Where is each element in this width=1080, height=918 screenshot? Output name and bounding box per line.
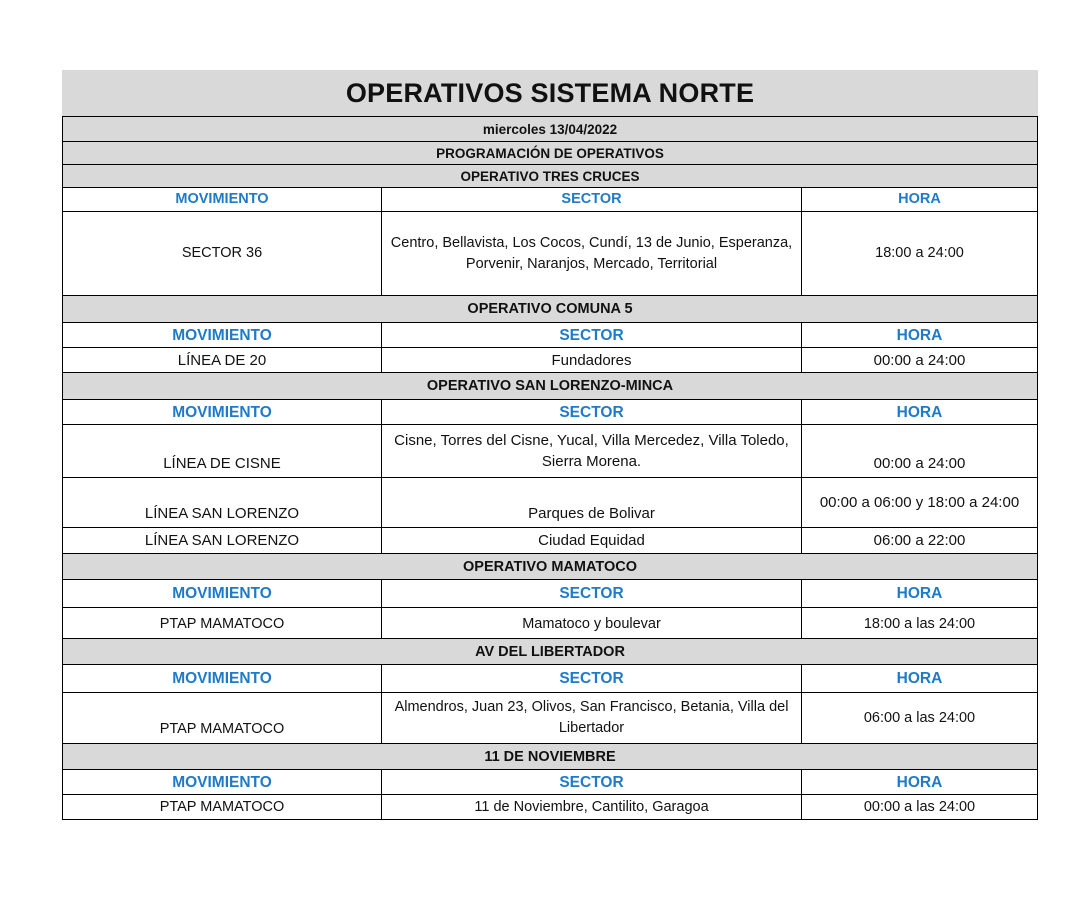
hora-header: HORA	[896, 585, 943, 602]
sheet-title: OPERATIVOS SISTEMA NORTE	[62, 70, 1038, 117]
hora-header: HORA	[896, 326, 943, 344]
movimiento-header: MOVIMIENTO	[63, 323, 382, 347]
hora-cell: 06:00 a las 24:00	[863, 709, 976, 726]
sector-header: SECTOR	[382, 400, 802, 424]
sector-cell: 11 de Noviembre, Cantilito, Garagoa	[382, 795, 802, 819]
date-band: miercoles 13/04/2022	[62, 117, 1038, 142]
column-header-row	[62, 188, 1038, 212]
hora-header: HORA	[896, 403, 943, 421]
movimiento-cell: SECTOR 36	[63, 212, 382, 295]
sector-cell: Fundadores	[382, 348, 802, 372]
hora-cell: 06:00 a 22:00	[873, 532, 966, 549]
column-header-row	[62, 323, 1038, 348]
programacion-band: PROGRAMACIÓN DE OPERATIVOS	[62, 142, 1038, 165]
hora-cell: 00:00 a 06:00 y 18:00 a 24:00	[819, 494, 1020, 511]
sector-cell: Cisne, Torres del Cisne, Yucal, Villa Mercedez, Villa Toledo, Sierra Morena.	[382, 425, 802, 477]
table-row	[62, 478, 1038, 528]
table-row	[62, 425, 1038, 478]
sector-cell: Parques de Bolivar	[382, 478, 802, 527]
sector-header: SECTOR	[382, 665, 802, 692]
hora-cell: 00:00 a 24:00	[873, 455, 966, 472]
column-header-row	[62, 400, 1038, 425]
movimiento-header: MOVIMIENTO	[63, 770, 382, 794]
operativos-sheet	[62, 70, 1038, 820]
column-header-row	[62, 580, 1038, 608]
movimiento-cell: LÍNEA SAN LORENZO	[63, 478, 382, 527]
section-title: OPERATIVO TRES CRUCES	[62, 165, 1038, 188]
sector-cell: Mamatoco y boulevar	[382, 608, 802, 638]
table-row	[62, 528, 1038, 554]
table-row	[62, 693, 1038, 744]
column-header-row	[62, 770, 1038, 795]
hora-cell: 00:00 a las 24:00	[863, 798, 976, 815]
sector-header: SECTOR	[382, 188, 802, 211]
sector-cell: Ciudad Equidad	[382, 528, 802, 553]
sector-cell: Almendros, Juan 23, Olivos, San Francisco, Betania, Villa del Libertador	[382, 693, 802, 743]
section-title: 11 DE NOVIEMBRE	[62, 744, 1038, 770]
section-title: AV DEL LIBERTADOR	[62, 639, 1038, 665]
movimiento-cell: LÍNEA DE CISNE	[63, 425, 382, 477]
movimiento-cell: LÍNEA SAN LORENZO	[63, 528, 382, 553]
movimiento-cell: PTAP MAMATOCO	[63, 608, 382, 638]
movimiento-cell: PTAP MAMATOCO	[63, 795, 382, 819]
table-row	[62, 608, 1038, 639]
hora-cell: 18:00 a las 24:00	[863, 616, 976, 632]
movimiento-header: MOVIMIENTO	[63, 188, 382, 211]
section-title: OPERATIVO SAN LORENZO-MINCA	[62, 373, 1038, 400]
movimiento-header: MOVIMIENTO	[63, 400, 382, 424]
hora-header: HORA	[896, 773, 943, 791]
sector-header: SECTOR	[382, 770, 802, 794]
hora-cell: 18:00 a 24:00	[875, 245, 964, 261]
movimiento-header: MOVIMIENTO	[63, 665, 382, 692]
sector-header: SECTOR	[382, 580, 802, 607]
movimiento-cell: PTAP MAMATOCO	[63, 693, 382, 743]
movimiento-cell: LÍNEA DE 20	[63, 348, 382, 372]
section-title: OPERATIVO MAMATOCO	[62, 554, 1038, 580]
hora-header: HORA	[896, 670, 943, 687]
hora-cell: 00:00 a 24:00	[873, 351, 966, 369]
sector-cell: Centro, Bellavista, Los Cocos, Cundí, 13 de Junio, Esperanza, Porvenir, Naranjos, Mercado, Territorial	[382, 212, 802, 295]
sector-header: SECTOR	[382, 323, 802, 347]
table-row	[62, 348, 1038, 373]
section-title: OPERATIVO COMUNA 5	[62, 296, 1038, 323]
movimiento-header: MOVIMIENTO	[63, 580, 382, 607]
column-header-row	[62, 665, 1038, 693]
table-row	[62, 795, 1038, 820]
table-row	[62, 212, 1038, 296]
hora-header: HORA	[898, 191, 941, 207]
